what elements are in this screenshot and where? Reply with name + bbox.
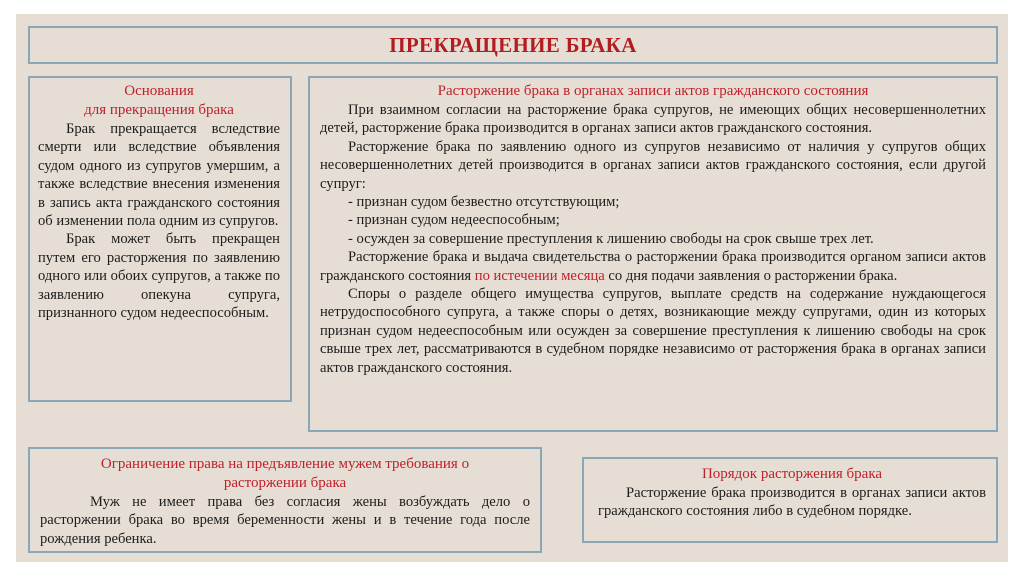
registry-p3-start: Расторжение брака и выдача свидетельства о расторжении брака производится органом записи актов гражданского состояния (320, 249, 986, 284)
grounds-paragraph-2: Брак может быть прекращен путем его расторжения по заявлению одного или обоих супругов, а также по заявлению опекуна супруга, признанного судом недееспособным. (38, 231, 280, 322)
slide (16, 14, 1008, 562)
procedure-heading: Порядок расторжения брака (701, 466, 883, 482)
registry-heading: Расторжение брака в органах записи актов гражданского состояния (437, 83, 869, 99)
registry-list-item: - осужден за совершение преступления к лишению свободы на срок свыше трех лет. (348, 230, 874, 247)
registry-box (308, 76, 998, 432)
procedure-paragraph: Расторжение брака производится в органах записи актов гражданского состояния либо в судебном порядке. (598, 485, 986, 520)
procedure-box (582, 457, 998, 543)
slide-title: ПРЕКРАЩЕНИЕ БРАКА (389, 32, 637, 57)
grounds-heading-line1: Основания (124, 83, 194, 99)
grounds-paragraph-1: Брак прекращается вследствие смерти или вследствие объявления судом одного из супругов умершим, а также вследствие внесения изменения в запись акта гражданского состояния об изменении пола одним из супругов. (38, 121, 280, 230)
month-term-highlight: по истечении месяца (474, 267, 605, 284)
registry-list-item: - признан судом безвестно отсутствующим; (348, 194, 620, 211)
restriction-heading-line1: Ограничение права на предъявление мужем требования о (100, 456, 470, 472)
restriction-box (28, 447, 542, 553)
grounds-heading-line2: для прекращения брака (84, 102, 234, 118)
registry-p3-end: со дня подачи заявления о расторжении брака. (604, 267, 898, 284)
registry-list-item: - признан судом недееспособным; (348, 212, 560, 229)
registry-paragraph-4: Споры о разделе общего имущества супругов, выплате средств на содержание нуждающегося нетрудоспособного супруга, а также споры о детях, возникающие между супругами, один из которых признан судом недееспособным или осужден за совершение преступления к лишению свободы на срок свыше трех лет, рассматриваются в судебном порядке независимо от расторжения брака в органах записи актов гражданского состояния. (320, 286, 986, 376)
registry-paragraph-1: При взаимном согласии на расторжение брака супругов, не имеющих общих несовершеннолетних детей, расторжение брака производится в органах записи актов гражданского состояния. (320, 102, 986, 137)
registry-paragraph-2: Расторжение брака по заявлению одного из супругов независимо от наличия у супругов общих несовершеннолетних детей производится в органах записи актов гражданского состояния, если другой супруг: (320, 138, 986, 192)
restriction-heading-line2: расторжении брака (223, 475, 347, 491)
title-box (28, 26, 998, 64)
grounds-box (28, 76, 292, 402)
restriction-paragraph: Муж не имеет права без согласия жены возбуждать дело о расторжении брака во время беременности жены и в течение года после рождения ребенка. (40, 494, 530, 547)
registry-paragraph-3 (320, 248, 986, 285)
